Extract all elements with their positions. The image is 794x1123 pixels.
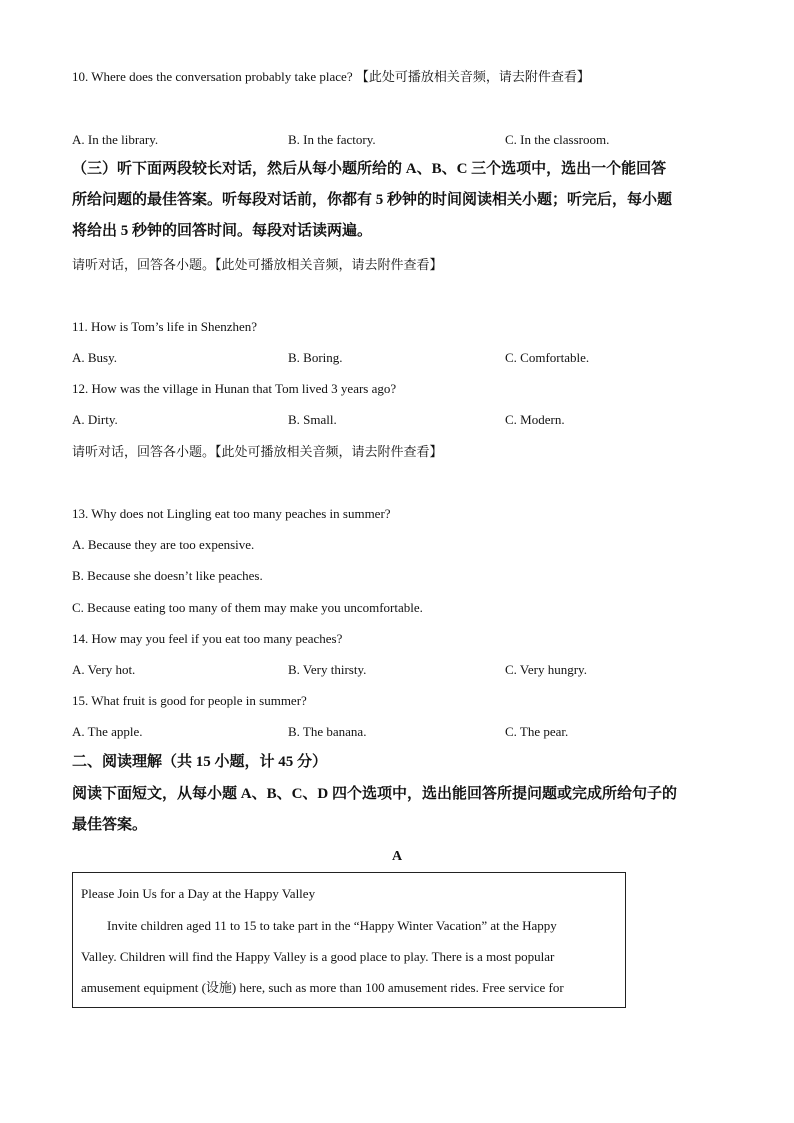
question-11: 11. How is Tom’s life in Shenzhen? [72, 319, 258, 334]
passage-a-line1: Invite children aged 11 to 15 to take part in the “Happy Winter Vacation” at the Happy [107, 918, 557, 933]
q10-option-c: C. In the classroom. [505, 132, 610, 147]
q14-option-c: C. Very hungry. [505, 662, 587, 677]
q13-option-c: C. Because eating too many of them may make you uncomfortable. [72, 600, 423, 615]
q15-option-b: B. The banana. [288, 724, 367, 739]
part2-instruction-line2: 最佳答案。 [72, 817, 148, 833]
passage-a-label: A [391, 849, 403, 864]
question-14: 14. How may you feel if you eat too many peaches? [72, 631, 343, 646]
passage-a-title: Please Join Us for a Day at the Happy Valley [81, 886, 316, 901]
q13-option-a: A. Because they are too expensive. [72, 537, 255, 552]
q11-option-a: A. Busy. [72, 350, 118, 365]
part2-heading: 二、阅读理解（共 15 小题，计 45 分） [72, 754, 328, 770]
q15-option-a: A. The apple. [72, 724, 143, 739]
q14-option-b: B. Very thirsty. [288, 662, 367, 677]
section3-instruction-line1: （三）听下面两段较长对话，然后从每小题所给的 A、B、C 三个选项中，选出一个能回答 [72, 161, 667, 177]
q10-option-a: A. In the library. [72, 132, 159, 147]
q12-option-c: C. Modern. [505, 412, 565, 427]
audio-note-1: 请听对话，回答各小题。【此处可播放相关音频，请去附件查看】 [72, 257, 443, 272]
part2-instruction-line1: 阅读下面短文，从每小题 A、B、C、D 四个选项中，选出能回答所提问题或完成所给句子的 [72, 786, 678, 802]
q12-option-a: A. Dirty. [72, 412, 118, 427]
question-12: 12. How was the village in Hunan that Tom lived 3 years ago? [72, 381, 397, 396]
audio-note-2: 请听对话，回答各小题。【此处可播放相关音频，请去附件查看】 [72, 444, 443, 459]
passage-a-line2: Valley. Children will find the Happy Valley is a good place to play. There is a most popular [81, 949, 555, 964]
q11-option-c: C. Comfortable. [505, 350, 590, 365]
passage-a-box [72, 872, 626, 1008]
q11-option-b: B. Boring. [288, 350, 343, 365]
section3-instruction-line2: 所给问题的最佳答案。听每段对话前，你都有 5 秒钟的时间阅读相关小题；听完后，每小题 [72, 192, 673, 208]
q12-option-b: B. Small. [288, 412, 337, 427]
q13-option-b: B. Because she doesn’t like peaches. [72, 568, 263, 583]
question-10: 10. Where does the conversation probably take place? 【此处可播放相关音频，请去附件查看】 [72, 69, 590, 84]
question-13: 13. Why does not Lingling eat too many peaches in summer? [72, 506, 391, 521]
q15-option-c: C. The pear. [505, 724, 569, 739]
passage-a-line3: amusement equipment (设施) here, such as more than 100 amusement rides. Free service for [81, 980, 564, 995]
q10-option-b: B. In the factory. [288, 132, 376, 147]
q14-option-a: A. Very hot. [72, 662, 136, 677]
question-15: 15. What fruit is good for people in summer? [72, 693, 307, 708]
section3-instruction-line3: 将给出 5 秒钟的回答时间。每段对话读两遍。 [72, 223, 373, 239]
